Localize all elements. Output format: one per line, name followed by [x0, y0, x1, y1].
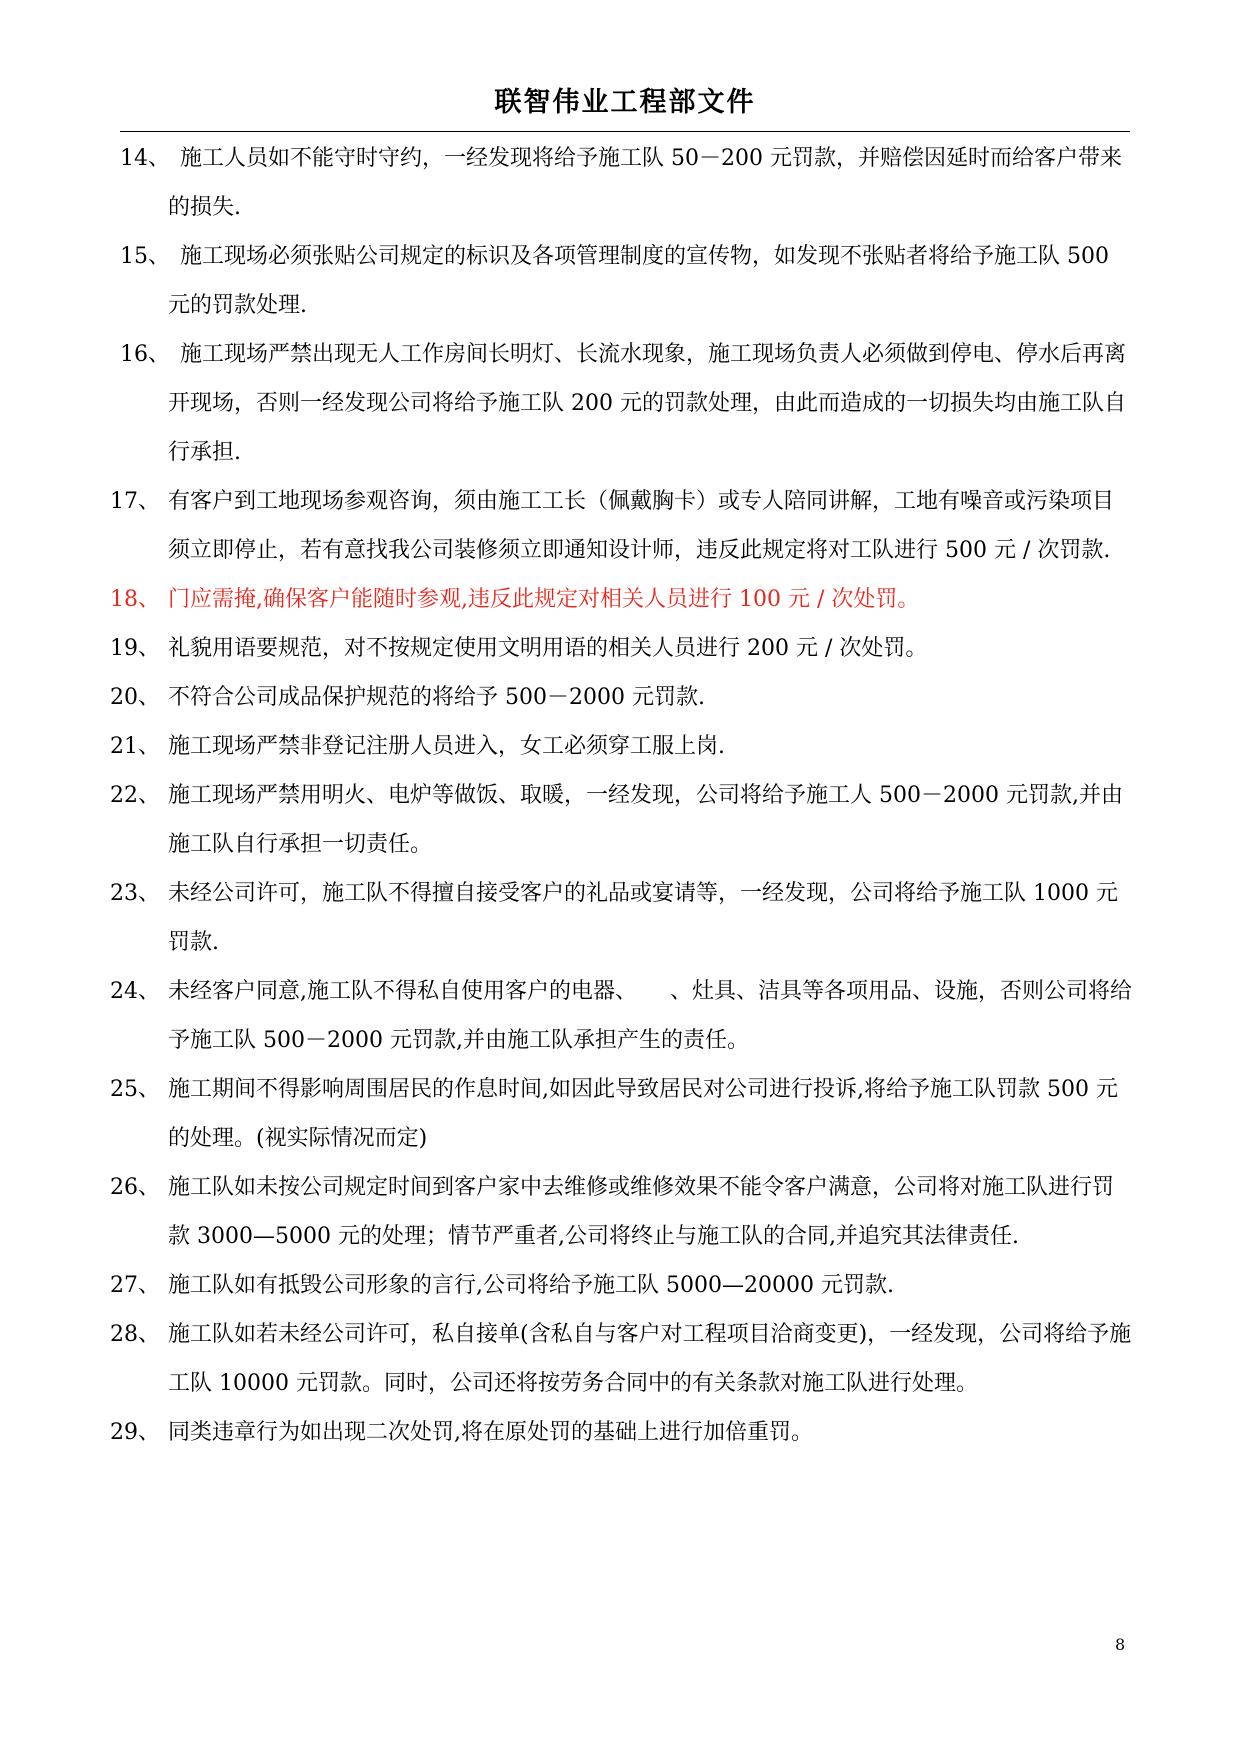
item-text: 施工现场严禁出现无人工作房间长明灯、长流水现象，施工现场负责人必须做到停电、停水后再离开现场，否则一经发现公司将给予施工队 200 元的罚款处理，由此而造成的一切损失均由施工队自行承担. [168, 342, 1127, 465]
item-number: 16、 [120, 342, 170, 367]
item-text: 施工现场必须张贴公司规定的标识及各项管理制度的宣传物，如发现不张贴者将给予施工队 500 元的罚款处理. [168, 244, 1109, 318]
item-text: 施工期间不得影响周围居民的作息时间,如因此导致居民对公司进行投诉,将给予施工队罚款 500 元的处理。(视实际情况而定) [168, 1077, 1118, 1151]
list-item [0, 575, 1241, 624]
item-text: 有客户到工地现场参观咨询，须由施工工长（佩戴胸卡）或专人陪同讲解，工地有噪音或污染项目须立即停止，若有意找我公司装修须立即通知设计师，违反此规定将对工队进行 500 元 / 次罚款. [168, 489, 1115, 563]
item-number: 27、 [110, 1273, 160, 1298]
item-number: 29、 [110, 1420, 160, 1445]
list-item [0, 967, 1241, 1065]
list-item [0, 1261, 1241, 1310]
list-item [0, 1408, 1241, 1457]
item-number: 17、 [110, 489, 160, 514]
list-item [0, 330, 1241, 477]
item-number: 20、 [110, 685, 160, 710]
header-divider [120, 131, 1130, 132]
item-number: 14、 [120, 146, 170, 171]
list-item [0, 771, 1241, 869]
list-item [0, 134, 1241, 232]
list-item [0, 624, 1241, 673]
item-text: 同类违章行为如出现二次处罚,将在原处罚的基础上进行加倍重罚。 [168, 1420, 813, 1445]
item-text: 施工现场严禁非登记注册人员进入，女工必须穿工服上岗. [168, 734, 725, 759]
item-number: 26、 [110, 1175, 160, 1200]
item-number: 19、 [110, 636, 160, 661]
item-number: 28、 [110, 1322, 160, 1347]
item-number: 22、 [110, 783, 160, 808]
item-text: 施工现场严禁用明火、电炉等做饭、取暖，一经发现，公司将给予施工人 500－2000 元罚款,并由施工队自行承担一切责任。 [168, 783, 1123, 857]
page-number: 8 [1115, 1635, 1126, 1654]
list-item [0, 722, 1241, 771]
list-item [0, 1310, 1241, 1408]
item-text: 施工队如未按公司规定时间到客户家中去维修或维修效果不能令客户满意，公司将对施工队进行罚款 3000—5000 元的处理；情节严重者,公司将终止与施工队的合同,并追究其法律责任. [168, 1175, 1115, 1249]
list-item [0, 1065, 1241, 1163]
list-item [0, 869, 1241, 967]
item-text: 未经公司许可，施工队不得擅自接受客户的礼品或宴请等，一经发现，公司将给予施工队 1000 元罚款. [168, 881, 1118, 955]
list-item [0, 232, 1241, 330]
list-item [0, 673, 1241, 722]
item-number: 25、 [110, 1077, 160, 1102]
item-number: 15、 [120, 244, 170, 269]
item-text: 未经客户同意,施工队不得私自使用客户的电器、 、灶具、洁具等各项用品、设施，否则公司将给予施工队 500－2000 元罚款,并由施工队承担产生的责任。 [168, 979, 1132, 1053]
item-text: 门应需掩,确保客户能随时参观,违反此规定对相关人员进行 100 元 / 次处罚。 [168, 587, 920, 612]
item-number: 24、 [110, 979, 160, 1004]
item-number: 18、 [110, 587, 160, 612]
item-text: 施工队如有抵毁公司形象的言行,公司将给予施工队 5000—20000 元罚款. [168, 1273, 894, 1298]
list-item [0, 477, 1241, 575]
list-item [0, 1163, 1241, 1261]
item-number: 23、 [110, 881, 160, 906]
item-text: 不符合公司成品保护规范的将给予 500－2000 元罚款. [168, 685, 705, 710]
regulation-list [0, 134, 1241, 1457]
item-number: 21、 [110, 734, 160, 759]
item-text: 施工队如若未经公司许可，私自接单(含私自与客户对工程项目洽商变更)，一经发现，公司将给予施工队 10000 元罚款。同时，公司还将按劳务合同中的有关条款对施工队进行处理。 [168, 1322, 1132, 1396]
item-text: 施工人员如不能守时守约，一经发现将给予施工队 50－200 元罚款，并赔偿因延时而给客户带来的损失. [168, 146, 1122, 220]
document-header: 联智伟业工程部文件 [494, 87, 756, 118]
item-text: 礼貌用语要规范，对不按规定使用文明用语的相关人员进行 200 元 / 次处罚。 [168, 636, 928, 661]
